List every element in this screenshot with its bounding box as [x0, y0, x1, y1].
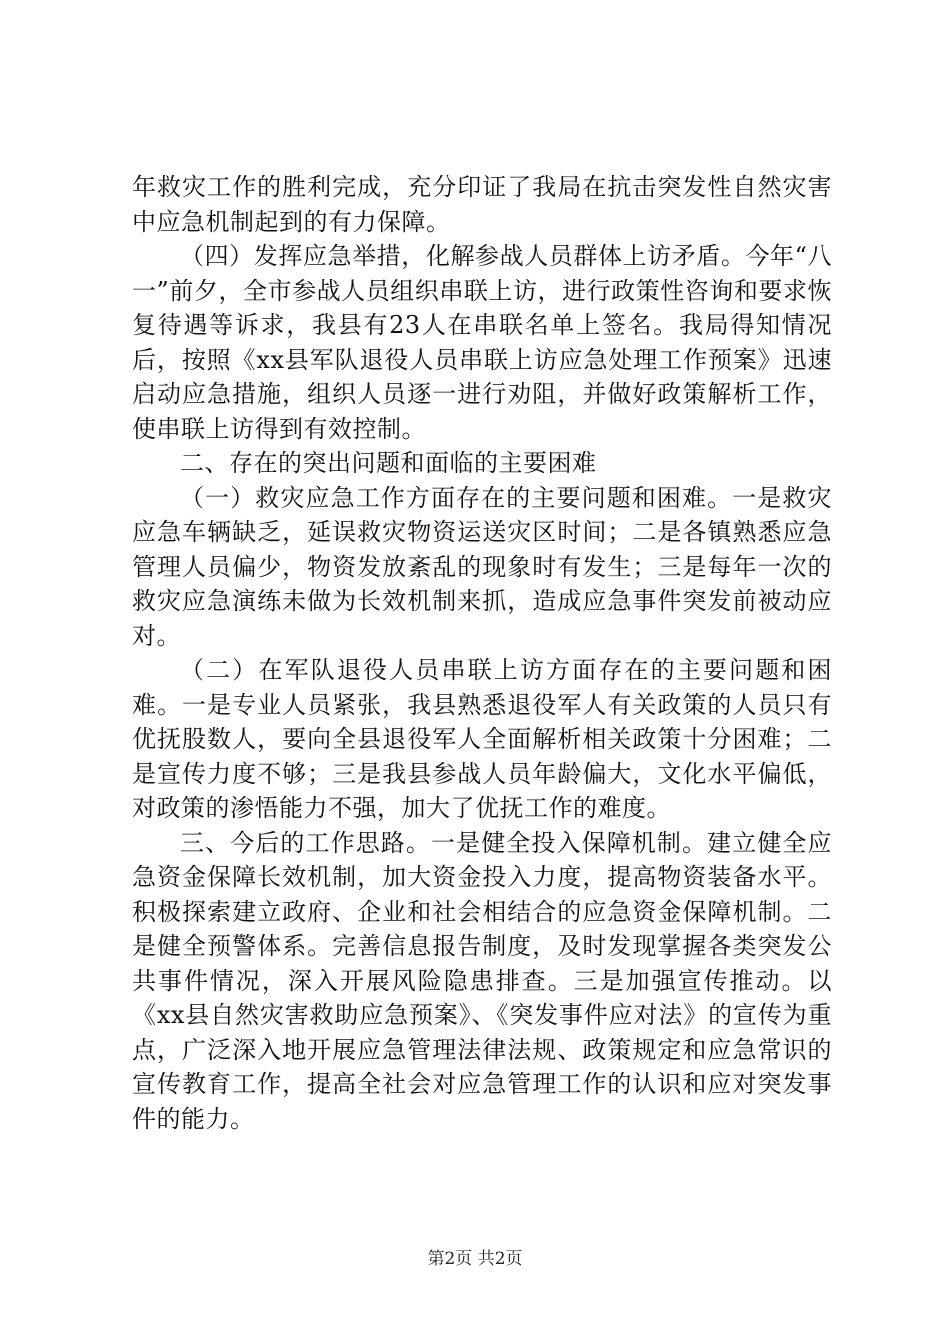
heading-problems: 二、存在的突出问题和面临的主要困难	[180, 449, 597, 477]
document-body	[132, 170, 832, 1136]
paragraph-problem-two: （二）在军队退役人员串联上访方面存在的主要问题和困难。一是专业人员紧张，我县熟悉退役军人有关政策的人员只有优抚股数人，要向全县退役军人全面解析相关政策十分困难；二是宣传力度不够；三是我县参战人员年龄偏大，文化水平偏低，对政策的渗悟能力不强，加大了优抚工作的难度。	[132, 656, 832, 822]
page-number: 第2页 共2页	[427, 1249, 523, 1269]
paragraph-continuation: 年救灾工作的胜利完成，充分印证了我局在抗击突发性自然灾害中应急机制起到的有力保障。	[132, 173, 832, 236]
paragraph-future-ideas: 三、今后的工作思路。一是健全投入保障机制。建立健全应急资金保障长效机制，加大资金投入力度，提高物资装备水平。积极探索建立政府、企业和社会相结合的应急资金保障机制。二是健全预警体系。完善信息报告制度，及时发现掌握各类突发公共事件情况，深入开展风险隐患排查。三是加强宣传推动。以《xx县自然灾害救助应急预案》、《突发事件应对法》的宣传为重点，广泛深入地开展应急管理法律法规、政策规定和应急常识的宣传教育工作，提高全社会对应急管理工作的认识和应对突发事件的能力。	[132, 828, 832, 1133]
paragraph-problem-one: （一）救灾应急工作方面存在的主要问题和困难。一是救灾应急车辆缺乏，延误救灾物资运送灾区时间；二是各镇熟悉应急管理人员偏少，物资发放紊乱的现象时有发生；三是每年一次的救灾应急演练未做为长效机制来抓，造成应急事件突发前被动应对。	[132, 483, 832, 650]
paragraph-section-four: （四）发挥应急举措，化解参战人员群体上访矛盾。今年“八一”前夕，全市参战人员组织串联上访，进行政策性咨询和要求恢复待遇等诉求，我县有23人在串联名单上签名。我局得知情况后，按照《xx县军队退役人员串联上访应急处理工作预案》迅速启动应急措施，组织人员逐一进行劝阻，并做好政策解析工作，使串联上访得到有效控制。	[132, 242, 832, 443]
